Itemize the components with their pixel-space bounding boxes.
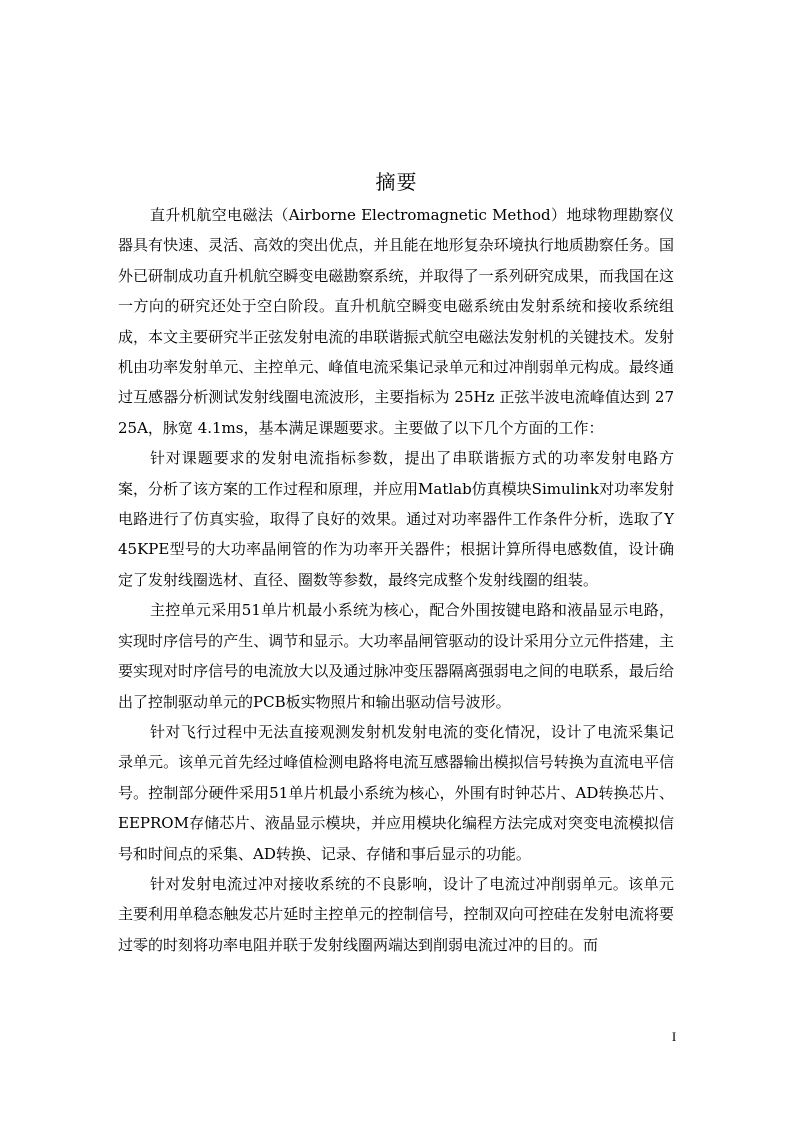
page-number: I [671,1029,677,1044]
abstract-paragraph-4: 针对飞行过程中无法直接观测发射机发射电流的变化情况，设计了电流采集记录单元。该单元首先经过峰值检测电路将电流互感器输出模拟信号转换为直流电平信号。控制部分硬件采用51单片机最小系统为核心，外围有时钟芯片、AD转换芯片、EEPROM存储芯片、液晶显示模块，并应用模块化编程方法完成对突变电流模拟信号和时间点的采集、AD转换、记录、存储和事后显示的功能。 [118,722,674,863]
page-title: 摘要 [375,170,418,194]
abstract-paragraph-3: 主控单元采用51单片机最小系统为核心，配合外围按键电路和液晶显示电路，实现时序信号的产生、调节和显示。大功率晶闸管驱动的设计采用分立元件搭建，主要实现对时序信号的电流放大以及通过脉冲变压器隔离强弱电之间的电联系，最后给出了控制驱动单元的PCB板实物照片和输出驱动信号波形。 [118,601,674,711]
abstract-body [118,200,674,960]
abstract-paragraph-5: 针对发射电流过冲对接收系统的不良影响，设计了电流过冲削弱单元。该单元主要利用单稳态触发芯片延时主控单元的控制信号，控制双向可控硅在发射电流将要过零的时刻将功率电阻并联于发射线圈两端达到削弱电流过冲的目的。而 [118,874,674,954]
abstract-paragraph-2: 针对课题要求的发射电流指标参数，提出了串联谐振方式的功率发射电路方案，分析了该方案的工作过程和原理，并应用Matlab仿真模块Simulink对功率发射电路进行了仿真实验，取得了良好的效果。通过对功率器件工作条件分析，选取了Y45KPE型号的大功率晶闸管的作为功率开关器件；根据计算所得电感数值，设计确定了发射线圈选材、直径、圈数等参数，最终完成整个发射线圈的组装。 [118,449,674,589]
abstract-paragraph-1: 直升机航空电磁法（Airborne Electromagnetic Method）地球物理勘察仪器具有快速、灵活、高效的突出优点，并且能在地形复杂环境执行地质勘察任务。国外已研制成功直升机航空瞬变电磁勘察系统，并取得了一系列研究成果，而我国在这一方向的研究还处于空白阶段。直升机航空瞬变电磁系统由发射系统和接收系统组成，本文主要研究半正弦发射电流的串联谐振式航空电磁法发射机的关键技术。发射机由功率发射单元、主控单元、峰值电流采集记录单元和过冲削弱单元构成。最终通过互感器分析测试发射线圈电流波形，主要指标为 25Hz 正弦半波电流峰值达到 2725A，脉宽 4.1ms，基本满足课题要求。主要做了以下几个方面的工作： [118,206,674,437]
